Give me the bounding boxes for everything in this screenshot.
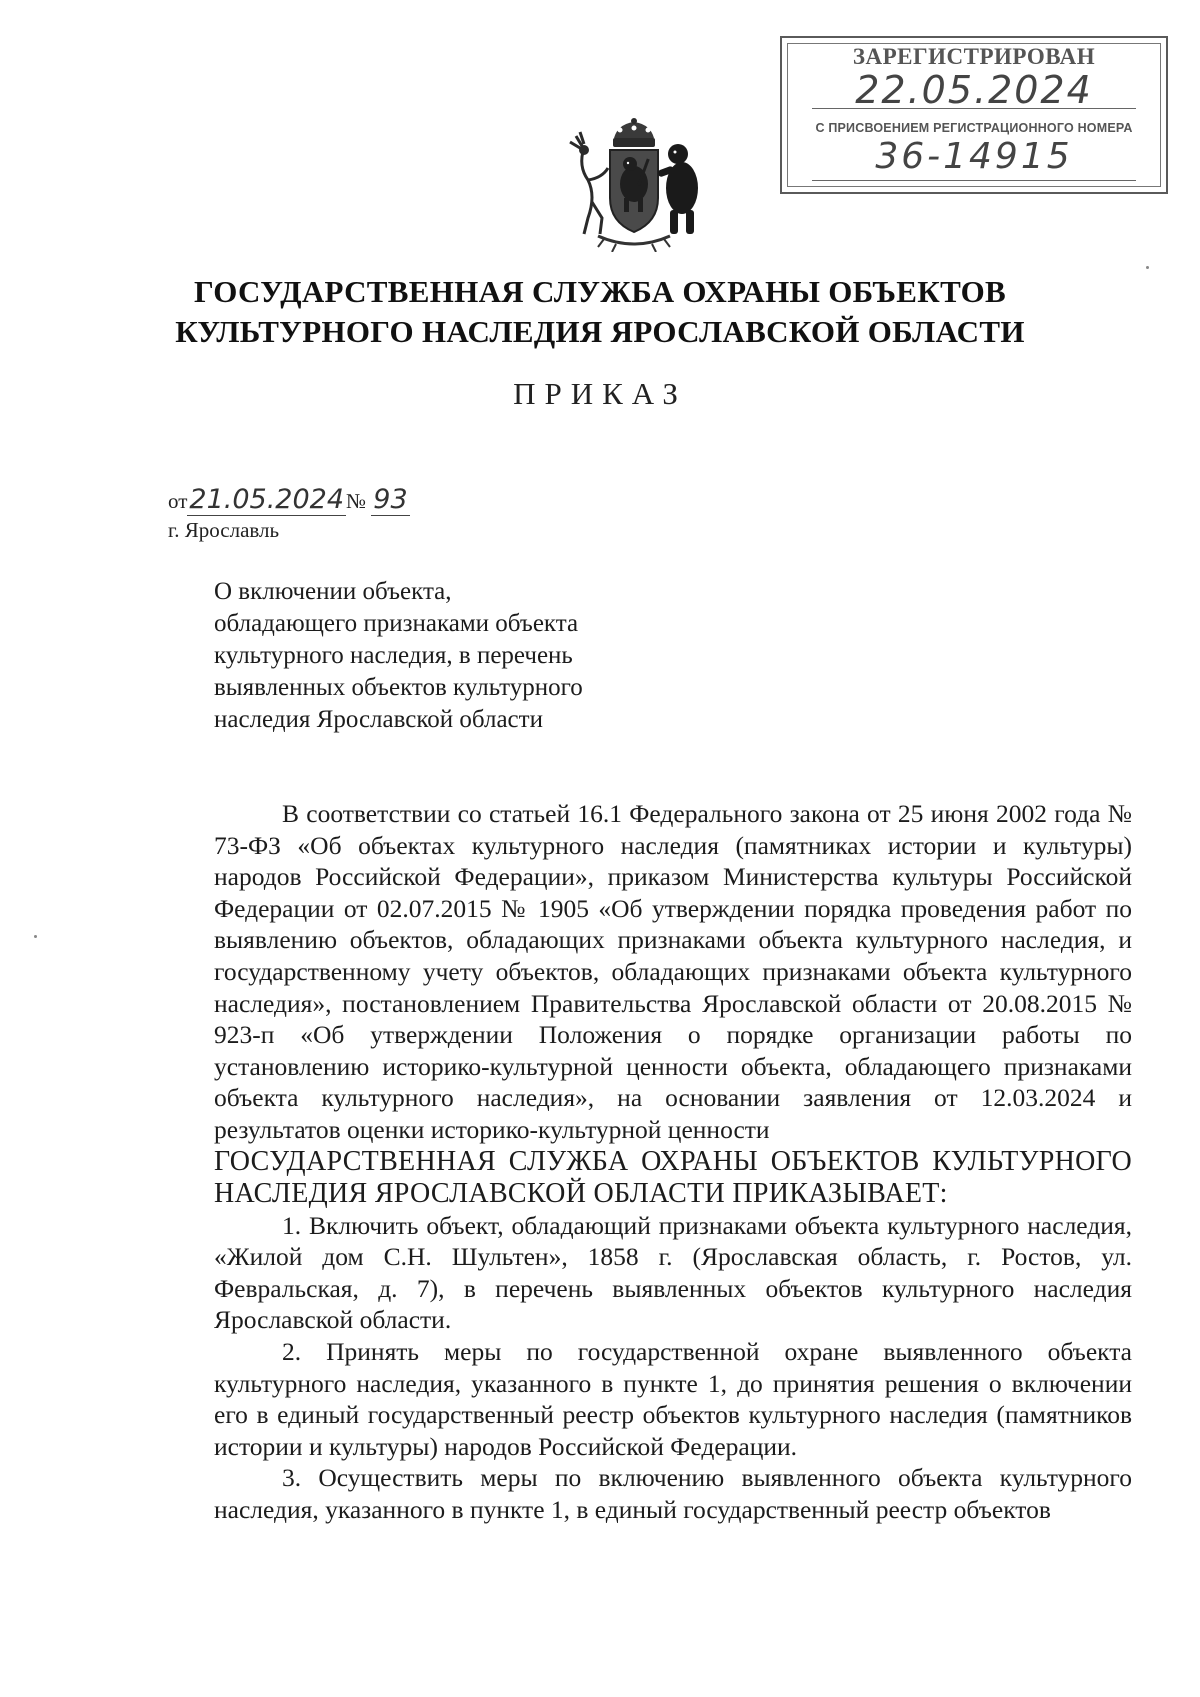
order-item: 1. Включить объект, обладающий признаками объекта культурного наследия, «Жилой дом С.Н. Шультен», 1858 г. (Ярославская область, г. Ростов, ул. Февральская, д. 7), в перечень выявленных объектов культурного наследия Ярославской области. (214, 1210, 1132, 1335)
decree-heading: ГОСУДАРСТВЕННАЯ СЛУЖБА ОХРАНЫ ОБЪЕКТОВ КУЛЬТУРНОГО НАСЛЕДИЯ ЯРОСЛАВСКОЙ ОБЛАСТИ ПРИКАЗЫВАЕТ: (214, 1145, 1132, 1209)
order-date-line (168, 484, 410, 515)
order-subject (214, 576, 714, 736)
subject-line: наследия Ярославской области (214, 706, 543, 733)
order-item: 3. Осуществить меры по включению выявленного объекта культурного наследия, указанного в пункте 1, в единый государственный реестр объектов (214, 1463, 1132, 1524)
order-item: 2. Принять меры по государственной охране выявленного объекта культурного наследия, указанного в пункте 1, до принятия решения о включении его в единый государственный реестр объектов культурного наследия (памятников истории и культуры) народов Российской Федерации. (214, 1336, 1132, 1461)
order-number: 93 (373, 484, 408, 515)
coat-of-arms-icon (558, 118, 708, 252)
subject-line: культурного наследия, в перечень (214, 642, 573, 669)
stamp-caption: С ПРИСВОЕНИЕМ РЕГИСТРАЦИОННОГО НОМЕРА (815, 121, 1133, 135)
stamp-registration-number: 36-14915 (875, 136, 1073, 177)
stamp-date: 22.05.2024 (855, 68, 1093, 112)
order-city: г. Ярославль (168, 518, 280, 542)
organization-title-line: ГОСУДАРСТВЕННАЯ СЛУЖБА ОХРАНЫ ОБЪЕКТОВ (193, 274, 1007, 309)
registration-stamp (780, 36, 1168, 194)
subject-line: О включении объекта, (214, 578, 452, 605)
from-label: от (168, 489, 188, 513)
organization-title (0, 272, 1200, 352)
organization-title-line: КУЛЬТУРНОГО НАСЛЕДИЯ ЯРОСЛАВСКОЙ ОБЛАСТИ (175, 314, 1025, 349)
preamble-paragraph: В соответствии со статьей 16.1 Федерального закона от 25 июня 2002 года № 73-ФЗ «Об объектах культурного наследия (памятниках истории и культуры) народов Российской Федерации», приказом Министерства культуры Российской Федерации от 02.07.2015 № 1905 «Об утверждении порядка проведения работ по выявлению объектов, обладающих признаками объекта культурного наследия, и государственному учету объектов, обладающих признаками объекта культурного наследия», постановлением Правительства Ярославской области от 20.08.2015 № 923-п «Об утверждении Положения о порядке организации работы по установлению историко-культурной ценности объекта, обладающего признаками объекта культурного наследия», на основании заявления от 12.03.2024 и результатов оценки историко-культурной ценности (214, 799, 1132, 1144)
subject-line: обладающего признаками объекта (214, 610, 579, 637)
document-type-heading: ПРИКАЗ (513, 376, 687, 411)
stamp-divider (812, 180, 1136, 181)
scan-speck (34, 935, 37, 938)
number-label: № (346, 489, 367, 513)
stamp-divider (812, 108, 1136, 109)
subject-line: выявленных объектов культурного (214, 674, 583, 701)
stamp-title: ЗАРЕГИСТРИРОВАН (852, 44, 1096, 69)
scan-speck (1146, 266, 1149, 269)
order-body (214, 798, 1132, 1525)
order-date: 21.05.2024 (189, 484, 344, 515)
